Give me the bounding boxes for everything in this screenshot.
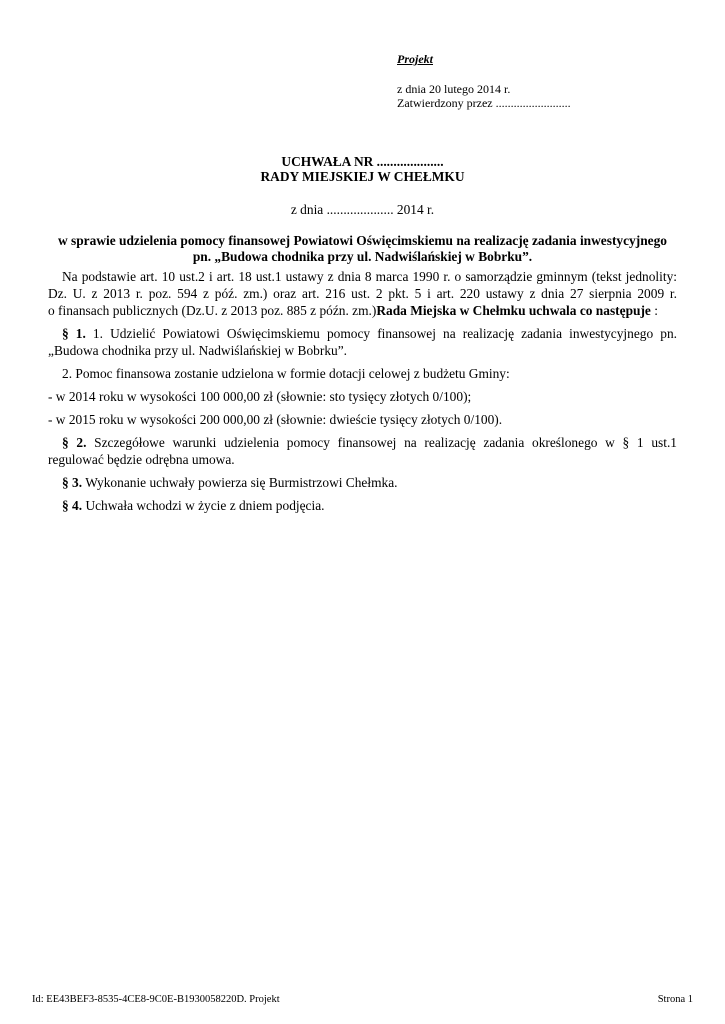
section-1-text-2: „Budowa chodnika przy ul. Nadwiślańskiej w Bobrku”. <box>48 343 347 358</box>
preamble-line-3-text: o finansach publicznych (Dz.U. z 2013 poz. 885 z późn. zm.) <box>48 303 377 318</box>
section-1-label: § 1. <box>62 326 86 341</box>
section-1-item-2015: - w 2015 roku w wysokości 200 000,00 zł (słownie: dwieście tysięcy złotych 0/100). <box>48 412 503 427</box>
section-3-label: § 3. <box>62 475 83 490</box>
resolution-subject <box>48 233 677 265</box>
resolution-title <box>48 154 677 184</box>
section-4-text: Uchwała wchodzi w życie z dniem podjęcia. <box>82 498 325 513</box>
preamble-line-2: Dz. U. z 2013 r. poz. 594 z póź. zm.) oraz art. 216 ust. 2 pkt. 5 i art. 220 ustawy z dnia 27 sierpnia 2009 r. <box>48 286 677 301</box>
footer-document-id: Id: EE43BEF3-8535-4CE8-9C0E-B1930058220D. Projekt <box>32 994 280 1005</box>
section-4-label: § 4. <box>62 498 83 513</box>
footer-page-number: Strona 1 <box>657 994 693 1005</box>
preamble <box>48 268 677 319</box>
section-3-text: Wykonanie uchwały powierza się Burmistrzowi Chełmka. <box>82 475 398 490</box>
subject-line-1: w sprawie udzielenia pomocy finansowej Powiatowi Oświęcimskiemu na realizację zadania inwestycyjnego <box>58 233 667 248</box>
subject-line-2: pn. „Budowa chodnika przy ul. Nadwiślańskiej w Bobrku”. <box>192 249 533 264</box>
projekt-label: Projekt <box>397 52 433 66</box>
section-2-label: § 2. <box>62 435 87 450</box>
section-1-text-1: 1. Udzielić Powiatowi Oświęcimskiemu pomocy finansowej na realizację zadania inwestycyjnego pn. <box>85 326 678 341</box>
section-1-paragraph-1 <box>48 325 677 359</box>
section-2-text-2: regulować będzie odrębna umowa. <box>48 452 235 467</box>
section-4-paragraph <box>48 497 677 514</box>
preamble-tail: : <box>650 303 658 318</box>
section-1-line-1 <box>48 325 677 342</box>
section-3-paragraph <box>48 474 677 491</box>
resolution-body <box>48 268 677 520</box>
preamble-line-1: Na podstawie art. 10 ust.2 i art. 18 ust.1 ustawy z dnia 8 marca 1990 r. o samorządzie gminnym (tekst jednolity: <box>62 269 677 284</box>
preamble-line-3 <box>48 302 677 319</box>
section-2-paragraph <box>48 434 677 468</box>
section-1-paragraph-2: 2. Pomoc finansowa zostanie udzielona w formie dotacji celowej z budżetu Gminy: <box>62 366 510 381</box>
document-header <box>397 52 697 110</box>
resolution-title-council: RADY MIEJSKIEJ W CHEŁMKU <box>260 169 465 184</box>
header-approved-by: Zatwierdzony przez ......................... <box>397 96 571 110</box>
section-2-text-1: Szczegółowe warunki udzielenia pomocy finansowej na realizację zadania określonego w § 1 ust.1 <box>86 435 677 450</box>
section-2-line-1 <box>48 434 677 451</box>
preamble-bold-clause: Rada Miejska w Chełmku uchwala co następuje <box>376 303 651 318</box>
section-1-item-2014: - w 2014 roku w wysokości 100 000,00 zł (słownie: sto tysięcy złotych 0/100); <box>48 389 472 404</box>
resolution-date: z dnia .................... 2014 r. <box>290 202 435 217</box>
resolution-title-number: UCHWAŁA NR .................... <box>281 154 444 169</box>
header-date: z dnia 20 lutego 2014 r. <box>397 82 511 96</box>
